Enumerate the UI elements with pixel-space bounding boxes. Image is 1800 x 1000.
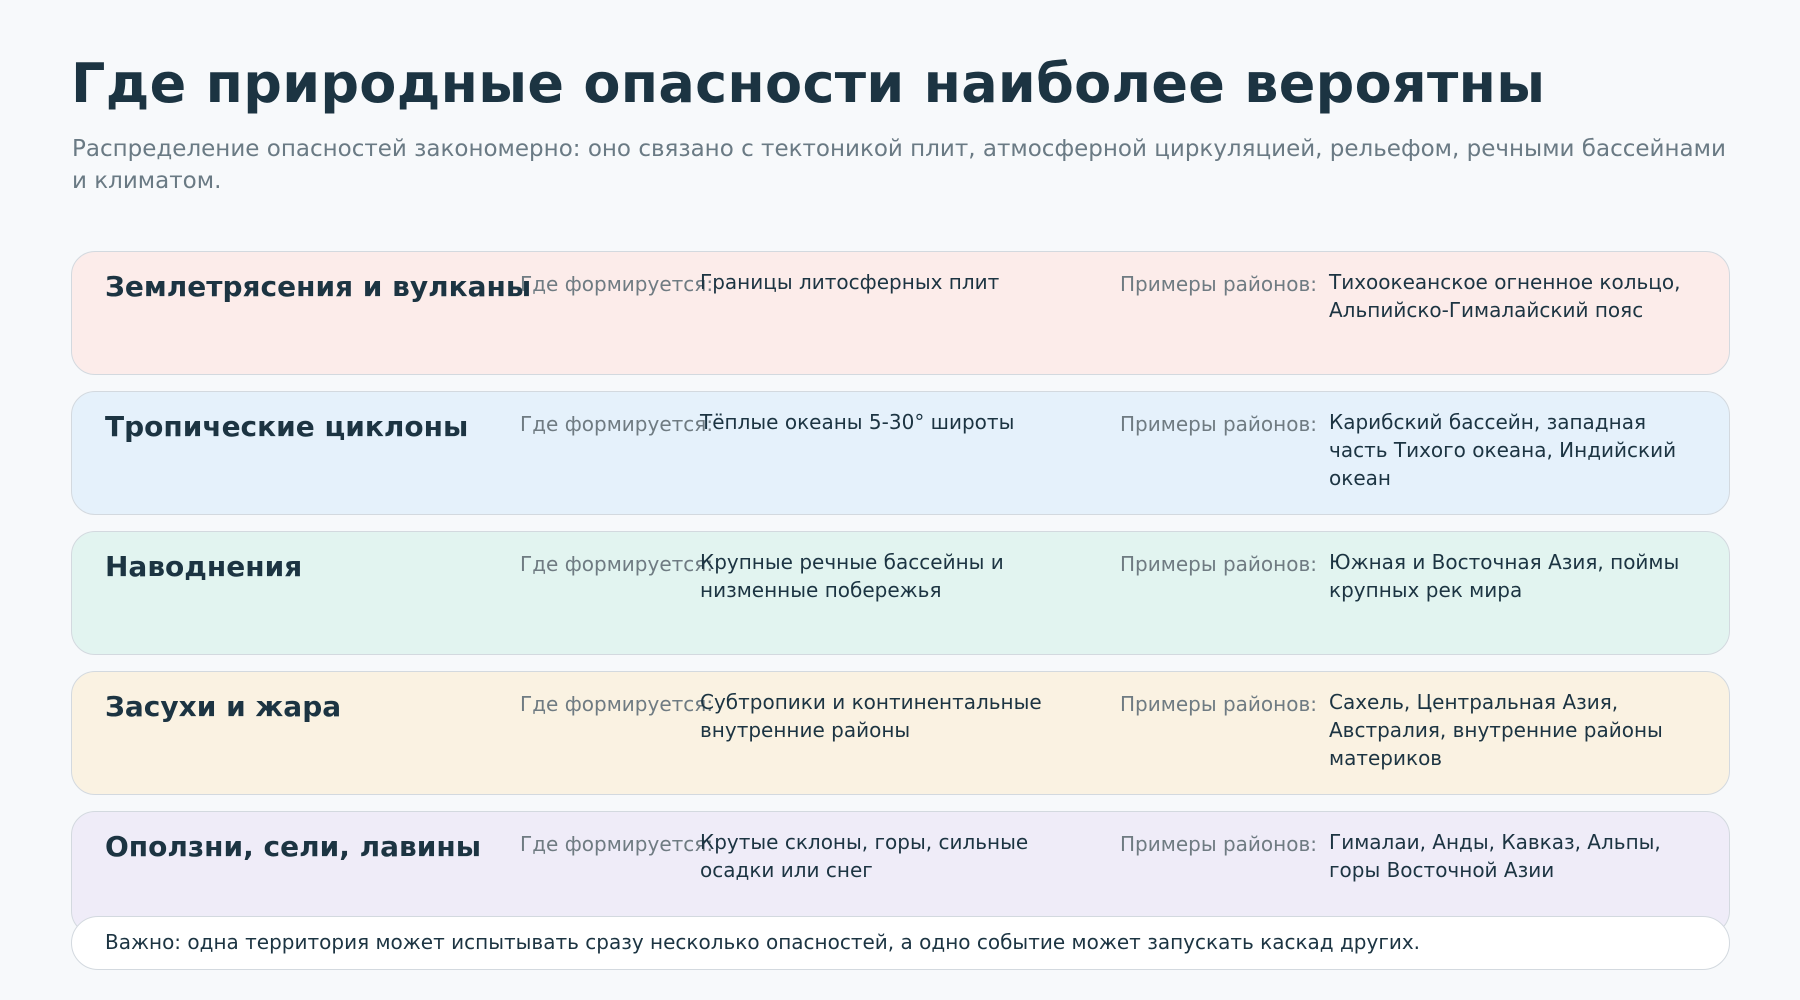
hazard-card-cyclones: [71, 391, 1730, 515]
where-value: Крутые склоны, горы, сильные осадки или снег: [700, 830, 1029, 882]
where-label: Где формируется:: [520, 832, 714, 856]
examples-value: Гималаи, Анды, Кавказ, Альпы, горы Восточной Азии: [1329, 830, 1661, 882]
examples-label: Примеры районов:: [1120, 412, 1317, 436]
examples-label: Примеры районов:: [1120, 552, 1317, 576]
where-value: Крупные речные бассейны и низменные побережья: [700, 550, 1004, 602]
where-label: Где формируется:: [520, 272, 714, 296]
page-subtitle: Распределение опасностей закономерно: оно связано с тектоникой плит, атмосферной циркуляцией, рельефом, речными бассейнами и климатом.: [72, 136, 1726, 194]
examples-value: Тихоокеанское огненное кольцо, Альпийско-Гималайский пояс: [1329, 270, 1681, 322]
hazard-card-floods: [71, 531, 1730, 655]
examples-label: Примеры районов:: [1120, 692, 1317, 716]
hazard-name: Тропические циклоны: [105, 410, 469, 443]
examples-value: Сахель, Центральная Азия, Австралия, внутренние районы материков: [1329, 690, 1663, 770]
where-value: Субтропики и континентальные внутренние районы: [700, 690, 1042, 742]
hazard-name: Землетрясения и вулканы: [105, 270, 532, 303]
hazard-name: Оползни, сели, лавины: [105, 830, 482, 863]
where-value: Границы литосферных плит: [700, 270, 1000, 294]
examples-value: Карибский бассейн, западная часть Тихого океана, Индийский океан: [1329, 410, 1677, 490]
examples-label: Примеры районов:: [1120, 832, 1317, 856]
where-label: Где формируется:: [520, 552, 714, 576]
page-title: Где природные опасности наиболее вероятны: [71, 52, 1546, 115]
where-value: Тёплые океаны 5-30° широты: [700, 410, 1015, 434]
examples-value: Южная и Восточная Азия, поймы крупных рек мира: [1329, 550, 1680, 602]
important-note: Важно: одна территория может испытывать сразу несколько опасностей, а одно событие может запускать каскад других.: [71, 916, 1730, 970]
hazard-name: Наводнения: [105, 550, 303, 583]
hazard-card-droughts: [71, 671, 1730, 795]
where-label: Где формируется:: [520, 412, 714, 436]
where-label: Где формируется:: [520, 692, 714, 716]
hazard-name: Засухи и жара: [105, 690, 342, 723]
hazard-card-earthquakes: [71, 251, 1730, 375]
examples-label: Примеры районов:: [1120, 272, 1317, 296]
